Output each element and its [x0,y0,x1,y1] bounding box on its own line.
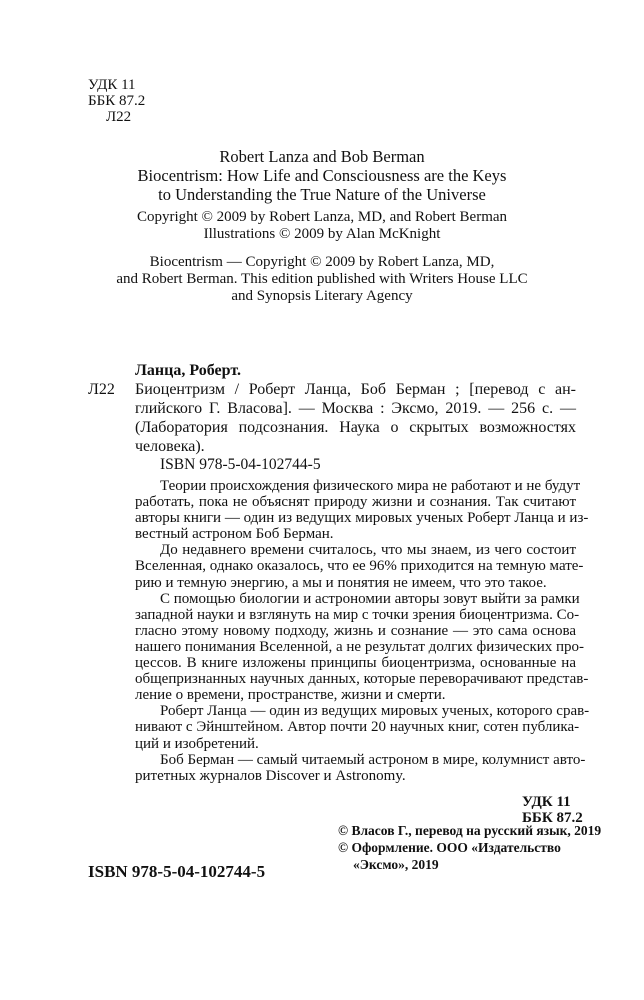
rights-line: «Эксмо», 2019 [353,857,439,872]
catalog-line: человека). [135,438,205,455]
annotation-line: вестный астроном Боб Берман. [135,526,334,543]
original-authors: Robert Lanza and Bob Berman [219,147,425,166]
annotation-line: рию и темную энергию, а мы и понятия не имеем, что это такое. [135,574,547,591]
catalog-code: Л22 [88,381,115,398]
catalog-line: (Лаборатория подсознания. Наука о скрытых возможностях [135,419,576,436]
annotation-line: ритетных журналов Discover и Astronomy. [135,767,406,784]
catalog-isbn: ISBN 978-5-04-102744-5 [160,456,321,473]
book-isbn: ISBN 978-5-04-102744-5 [88,862,266,881]
edition-line: Biocentrism — Copyright © 2009 by Robert Lanza, MD, [149,254,495,270]
rights-line: © Оформление. ООО «Издательство [338,840,561,855]
bbk-code: ББК 87.2 [88,93,146,109]
copyright-line: Illustrations © 2009 by Alan McKnight [203,226,441,242]
original-copyright-block [0,209,644,243]
catalog-author: Ланца, Роберт. [135,362,241,379]
annotation-line: гласно этому новому подходу, жизнь и сознание — это сама основа [135,622,576,639]
annotation [135,478,590,784]
annotation-line: цессов. В книге изложены принципы биоцентризма, основанные на [135,655,576,672]
rights-block [338,822,601,873]
udk-code: УДК 11 [522,794,571,810]
annotation-line: западной науки и взглянуть на мир с точки зрения биоцентризма. Со- [135,606,580,623]
annotation-line: нивают с Эйнштейном. Автор почти 20 научных книг, сотен публика- [135,719,580,736]
edition-line: and Robert Berman. This edition published with Writers House LLC [116,271,528,287]
bbk-code: ББК 87.2 [522,810,583,826]
original-title-line: Biocentrism: How Life and Consciousness are the Keys [137,166,507,185]
annotation-line: До недавнего времени считалось, что мы знаем, из чего состоит [160,542,576,559]
catalog-entry [135,380,576,456]
annotation-line: авторы книги — один из ведущих мировых ученых Роберт Ланца и из- [135,510,589,527]
annotation-line: нашего понимания Вселенной, а не результат долгих физических про- [135,638,585,655]
original-title-block [0,147,644,204]
udk-code: УДК 11 [88,77,136,93]
annotation-line: общепризнанных научных данных, которые переворачивают представ- [135,671,589,688]
catalog-line: глийского Г. Власова]. — Москва : Эксмо, 2019. — 256 с. — [135,400,576,417]
annotation-line: Боб Берман — самый читаемый астроном в мире, колумнист авто- [160,751,586,768]
annotation-line: ление о времени, пространстве, жизни и смерти. [135,687,446,704]
annotation-line: Теории происхождения физического мира не работают и не будут [160,478,581,494]
author-code: Л22 [106,109,132,125]
annotation-line: Роберт Ланца — один из ведущих мировых ученых, которого срав- [160,703,590,720]
edition-notice-block [0,254,644,305]
catalog-line: Биоцентризм / Роберт Ланца, Боб Берман ; [перевод с ан- [135,381,576,398]
annotation-line: С помощью биологии и астрономии авторы зовут выйти за рамки [160,590,580,607]
classification-codes-top [88,77,145,125]
original-title-line: to Understanding the True Nature of the Universe [158,185,486,204]
annotation-line: работать, пока не объяснят природу жизни и сознания. Так считают [135,494,576,511]
annotation-line: Вселенная, однако оказалось, что ее 96% приходится на темную мате- [135,558,584,575]
rights-line: © Власов Г., перевод на русский язык, 2019 [338,823,602,838]
copyright-line: Copyright © 2009 by Robert Lanza, MD, and Robert Berman [136,209,508,225]
annotation-line: ций и изобретений. [135,735,259,752]
edition-line: and Synopsis Literary Agency [231,288,413,304]
